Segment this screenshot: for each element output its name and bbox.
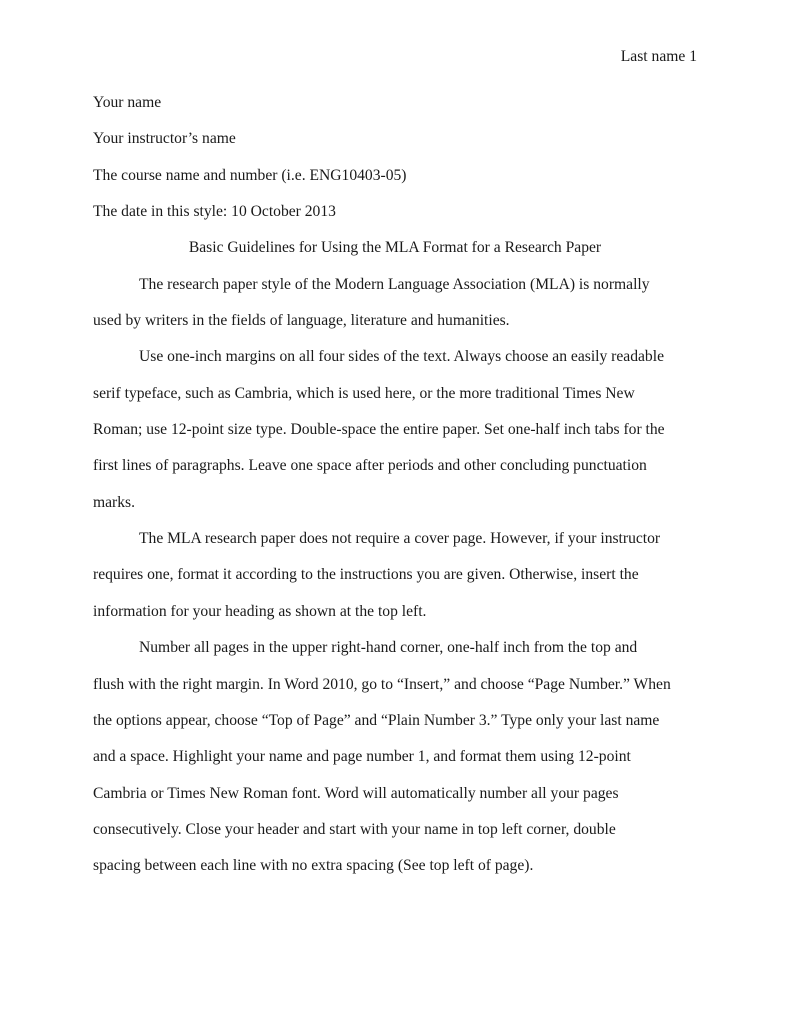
paragraph-line: information for your heading as shown at the top left. (93, 602, 427, 620)
paragraph-line: spacing between each line with no extra spacing (See top left of page). (93, 857, 534, 875)
course-name: The course name and number (i.e. ENG10403-05) (93, 166, 407, 184)
paragraph-2 (93, 339, 703, 521)
paragraph-line: consecutively. Close your header and start with your name in top left corner, double (93, 820, 616, 838)
running-head: Last name 1 (620, 48, 697, 65)
heading-block (93, 85, 703, 230)
paragraph-line: flush with the right margin. In Word 2010, go to “Insert,” and choose “Page Number.” When (93, 675, 671, 693)
paragraph-line: used by writers in the fields of language, literature and humanities. (93, 312, 510, 330)
page-header (621, 47, 697, 67)
paragraph-line: requires one, format it according to the instructions you are given. Otherwise, insert the (93, 566, 639, 584)
paragraph-line: marks. (93, 493, 136, 511)
paragraph-line: serif typeface, such as Cambria, which is used here, or the more traditional Times New (93, 384, 635, 402)
paragraph-line: The MLA research paper does not require a cover page. However, if your instructor (139, 530, 661, 548)
paragraph-line: and a space. Highlight your name and page number 1, and format them using 12-point (93, 748, 631, 766)
paragraph-line: Use one-inch margins on all four sides of the text. Always choose an easily readable (139, 348, 664, 366)
paragraph-line: first lines of paragraphs. Leave one space after periods and other concluding punctuation (93, 457, 647, 475)
paragraph-line: The research paper style of the Modern Language Association (MLA) is normally (139, 275, 650, 293)
paragraph-4 (93, 630, 703, 884)
student-name: Your name (93, 94, 162, 111)
paragraph-line: Roman; use 12-point size type. Double-space the entire paper. Set one-half inch tabs for the (93, 421, 665, 439)
paragraph-3 (93, 521, 703, 630)
paper-title: Basic Guidelines for Using the MLA Format for a Research Paper (188, 239, 602, 257)
paragraph-1 (93, 267, 703, 340)
paragraph-line: Number all pages in the upper right-hand corner, one-half inch from the top and (139, 639, 638, 657)
paragraph-line: the options appear, choose “Top of Page” and “Plain Number 3.” Type only your last name (93, 711, 660, 729)
paragraph-line: Cambria or Times New Roman font. Word will automatically number all your pages (93, 784, 619, 802)
document-body (93, 85, 703, 885)
date-line: The date in this style: 10 October 2013 (93, 203, 336, 221)
instructor-name: Your instructor’s name (93, 130, 236, 148)
